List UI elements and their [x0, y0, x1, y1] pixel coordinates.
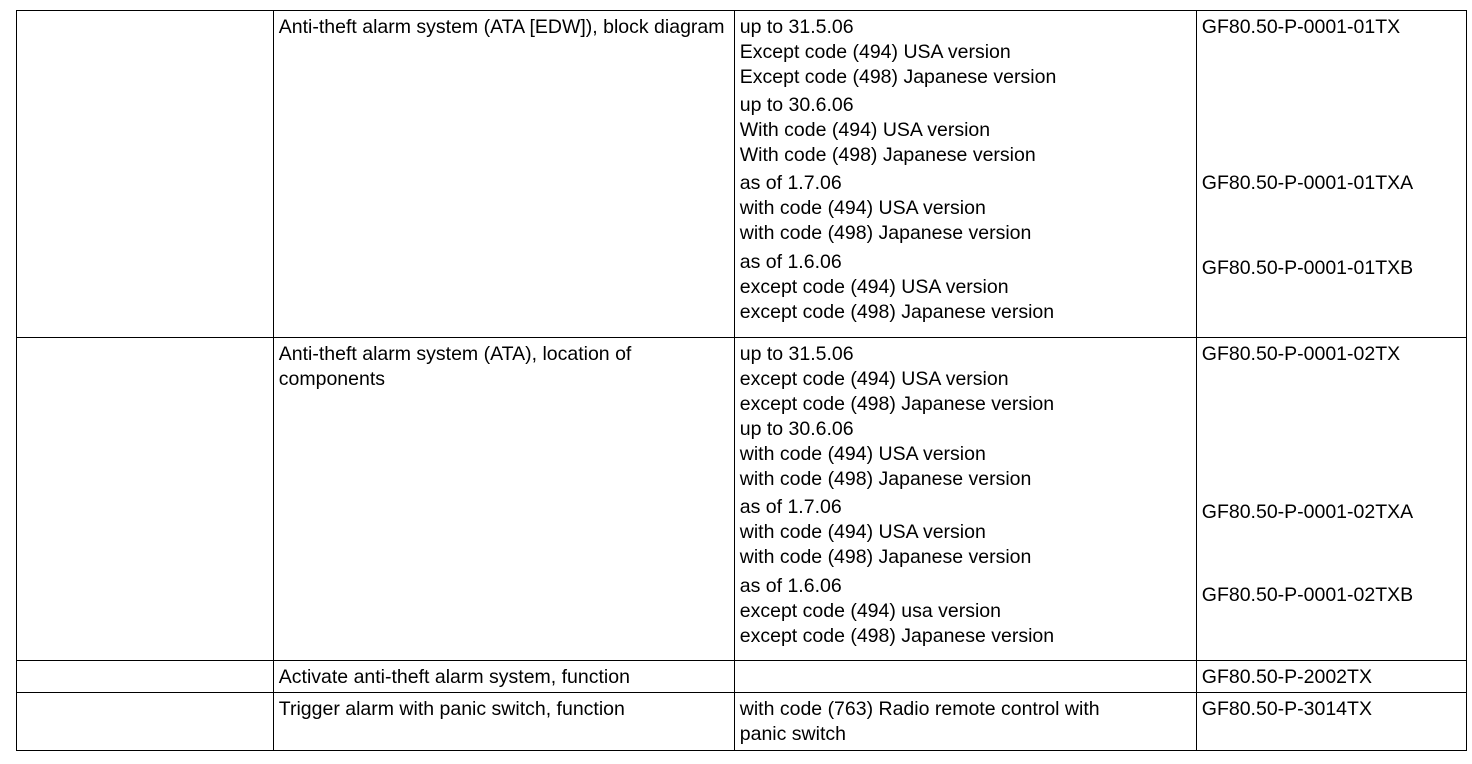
- empty-cell: [17, 11, 274, 338]
- document-reference: GF80.50-P-0001-01TXB: [1201, 257, 1414, 279]
- validity-line: With code (498) Japanese version: [739, 144, 1036, 166]
- reference-cell: [1196, 693, 1466, 751]
- validity-line: Except code (494) USA version: [739, 41, 1011, 63]
- document-title-cell: [273, 338, 734, 661]
- validity-group: [740, 697, 1191, 747]
- validity-cell: [734, 693, 1196, 751]
- document-title-cell: [273, 693, 734, 751]
- document-table: [16, 10, 1467, 751]
- validity-line: with code (498) Japanese version: [739, 222, 1032, 244]
- validity-line: panic switch: [739, 723, 846, 745]
- validity-line: With code (494) USA version: [739, 119, 991, 141]
- validity-line: with code (498) Japanese version: [739, 546, 1032, 568]
- validity-line: except code (498) Japanese version: [739, 393, 1055, 415]
- validity-group: [740, 250, 1191, 325]
- validity-line: as of 1.6.06: [739, 575, 842, 597]
- document-reference: GF80.50-P-3014TX: [1201, 698, 1372, 720]
- validity-line: with code (498) Japanese version: [739, 468, 1032, 490]
- validity-line: as of 1.7.06: [739, 172, 842, 194]
- validity-group: [740, 495, 1191, 570]
- validity-line: up to 30.6.06: [739, 418, 854, 440]
- empty-cell: [17, 338, 274, 661]
- document-title: Anti-theft alarm system (ATA), location of components: [278, 343, 632, 390]
- validity-line: with code (494) USA version: [739, 197, 986, 219]
- validity-line: except code (498) Japanese version: [739, 301, 1055, 323]
- table-row: [17, 661, 1467, 693]
- reference-cell: [1196, 661, 1466, 693]
- validity-line: except code (494) usa version: [739, 600, 1001, 622]
- validity-line: Except code (498) Japanese version: [739, 66, 1057, 88]
- validity-group: [740, 574, 1191, 649]
- validity-line: with code (494) USA version: [739, 443, 986, 465]
- document-reference: GF80.50-P-0001-02TXA: [1201, 501, 1414, 523]
- reference-cell: [1196, 11, 1466, 338]
- validity-line: with code (763) Radio remote control with: [739, 698, 1100, 720]
- validity-line: except code (494) USA version: [739, 276, 1009, 298]
- document-reference: GF80.50-P-0001-02TX: [1201, 343, 1401, 365]
- empty-cell: [17, 693, 274, 751]
- table-row: [17, 11, 1467, 338]
- validity-cell: [734, 11, 1196, 338]
- validity-line: up to 30.6.06: [739, 94, 854, 116]
- validity-line: up to 31.5.06: [739, 16, 854, 38]
- document-title-cell: [273, 11, 734, 338]
- validity-group: [740, 15, 1191, 168]
- document-title: Anti-theft alarm system (ATA [EDW]), block diagram: [278, 16, 725, 38]
- document-reference: GF80.50-P-0001-01TXA: [1201, 172, 1414, 194]
- reference-cell: [1196, 338, 1466, 661]
- document-title: Activate anti-theft alarm system, function: [278, 666, 630, 688]
- validity-line: up to 31.5.06: [739, 343, 854, 365]
- validity-cell: [734, 661, 1196, 693]
- document-reference: GF80.50-P-0001-02TXB: [1201, 584, 1414, 606]
- document-reference: GF80.50-P-2002TX: [1201, 666, 1372, 688]
- validity-line: except code (498) Japanese version: [739, 625, 1055, 647]
- validity-line: as of 1.7.06: [739, 496, 842, 518]
- document-title: Trigger alarm with panic switch, function: [278, 698, 625, 720]
- table-row: [17, 693, 1467, 751]
- document-reference: GF80.50-P-0001-01TX: [1201, 16, 1401, 38]
- validity-line: except code (494) USA version: [739, 368, 1009, 390]
- empty-cell: [17, 661, 274, 693]
- table-row: [17, 338, 1467, 661]
- validity-group: [740, 342, 1191, 492]
- validity-line: as of 1.6.06: [739, 251, 842, 273]
- validity-cell: [734, 338, 1196, 661]
- validity-line: with code (494) USA version: [739, 521, 986, 543]
- document-title-cell: [273, 661, 734, 693]
- validity-group: [740, 171, 1191, 246]
